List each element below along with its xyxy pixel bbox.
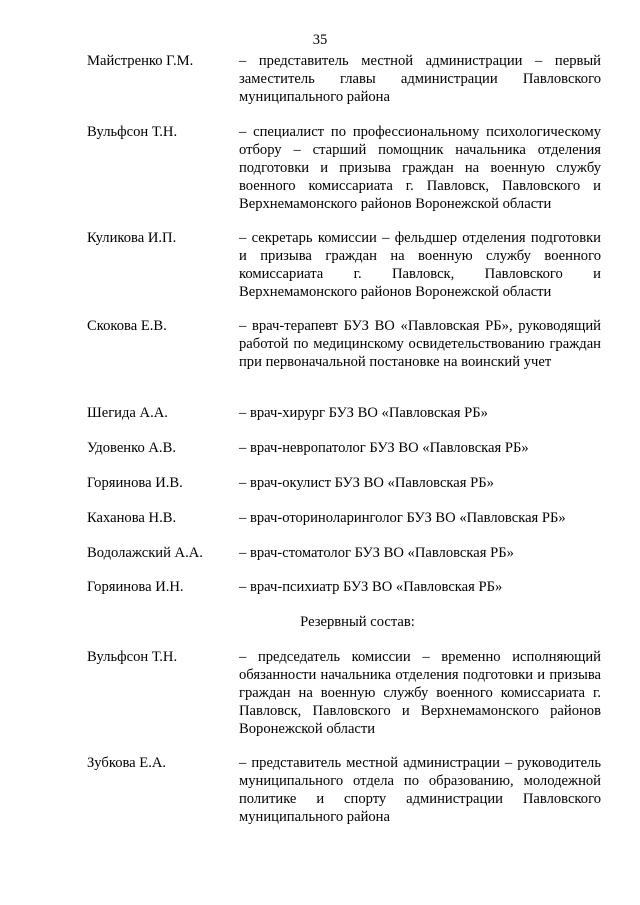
member-name: Майстренко Г.М. <box>87 53 194 69</box>
member-role: – председатель комиссии – временно исполняющий обязанности начальника отделения подготовки и призыва граждан на военную службу военного комиссариата г. Павловск, Павловского и Верхнемамонского районов Воронежской области <box>239 649 601 737</box>
member-role: – врач-оториноларинголог БУЗ ВО «Павловская РБ» <box>239 510 566 526</box>
member-name: Шегида А.А. <box>87 405 168 421</box>
member-role: – представитель местной администрации – руководитель муниципального отдела по образованию, молодежной политике и спорту администрации Павловского муниципального района <box>239 755 601 825</box>
member-name: Зубкова Е.А. <box>87 755 167 771</box>
member-name: Скокова Е.В. <box>87 318 167 334</box>
page-number: 35 <box>312 32 328 48</box>
member-role: – специалист по профессиональному психологическому отбору – старший помощник начальника отделения подготовки и призыва граждан на военную службу военного комиссариата г. Павловск, Павловского и Верхнемамонского районов Воронежской области <box>239 124 601 212</box>
member-role: – секретарь комиссии – фельдшер отделения подготовки и призыва граждан на военную службу военного комиссариата г. Павловск, Павловского и Верхнемамонского районов Воронежской области <box>239 230 601 300</box>
member-name: Вульфсон Т.Н. <box>87 649 178 665</box>
member-role: – врач-терапевт БУЗ ВО «Павловская РБ», руководящий работой по медицинскому освидетельствованию граждан при первоначальной постановке на воинский учет <box>239 318 601 370</box>
member-name: Горяинова И.В. <box>87 475 183 491</box>
member-name: Удовенко А.В. <box>87 440 176 456</box>
member-name: Водолажский А.А. <box>87 545 203 561</box>
member-role: – врач-психиатр БУЗ ВО «Павловская РБ» <box>239 579 503 595</box>
member-name: Куликова И.П. <box>87 230 177 246</box>
reserve-heading: Резервный состав: <box>300 614 415 630</box>
member-name: Горяинова И.Н. <box>87 579 184 595</box>
member-role: – врач-окулист БУЗ ВО «Павловская РБ» <box>239 475 494 491</box>
member-role: – представитель местной администрации – первый заместитель главы администрации Павловского муниципального района <box>239 53 601 105</box>
member-role: – врач-невропатолог БУЗ ВО «Павловская РБ» <box>239 440 529 456</box>
member-role: – врач-хирург БУЗ ВО «Павловская РБ» <box>239 405 488 421</box>
member-name: Каханова Н.В. <box>87 510 177 526</box>
member-role: – врач-стоматолог БУЗ ВО «Павловская РБ» <box>239 545 514 561</box>
member-name: Вульфсон Т.Н. <box>87 124 178 140</box>
